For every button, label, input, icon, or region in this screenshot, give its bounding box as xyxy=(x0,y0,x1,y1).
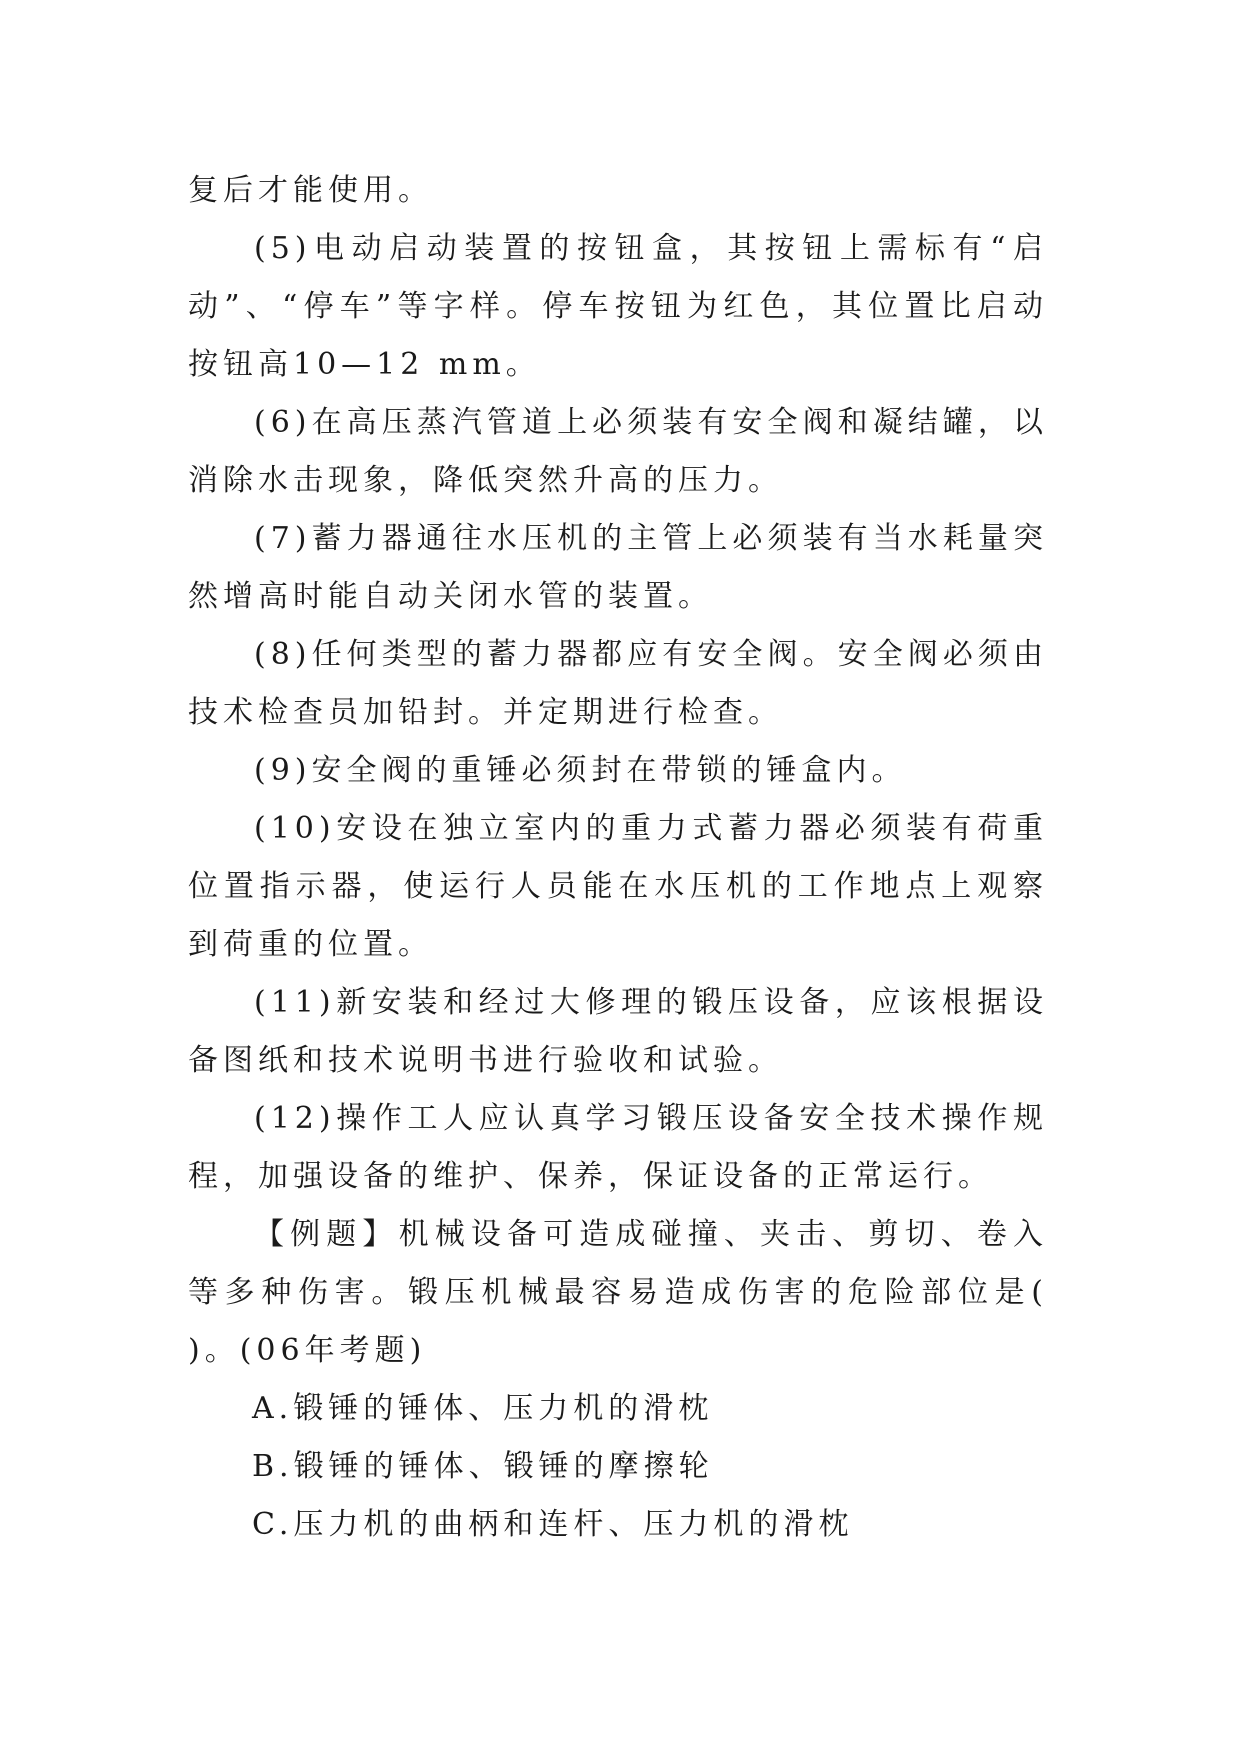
answer-option-b: B.锻锤的锤体、锻锤的摩擦轮 xyxy=(252,1449,714,1484)
paragraph-item-7: (7)蓄力器通往水压机的主管上必须装有当水耗量突然增高时能自动关闭水管的装置。 xyxy=(188,521,1048,614)
paragraph-continuation: 复后才能使用。 xyxy=(188,173,433,208)
paragraph-item-11: (11)新安装和经过大修理的锻压设备，应该根据设备图纸和技术说明书进行验收和试验。 xyxy=(188,985,1048,1078)
example-question: 【例题】机械设备可造成碰撞、夹击、剪切、卷入等多种伤害。锻压机械最容易造成伤害的危险部位是( )。(06年考题) xyxy=(188,1217,1048,1368)
paragraph-item-9: (9)安全阀的重锤必须封在带锁的锤盒内。 xyxy=(254,753,907,788)
paragraph-item-8: (8)任何类型的蓄力器都应有安全阀。安全阀必须由技术检查员加铅封。并定期进行检查。 xyxy=(188,637,1048,730)
answer-option-a: A.锻锤的锤体、压力机的滑枕 xyxy=(252,1391,714,1426)
paragraph-item-5: (5)电动启动装置的按钮盒，其按钮上需标有“启动”、“停车”等字样。停车按钮为红色，其位置比启动按钮高10—12 mm。 xyxy=(188,231,1048,382)
answer-option-c: C.压力机的曲柄和连杆、压力机的滑枕 xyxy=(252,1507,854,1542)
paragraph-item-12: (12)操作工人应认真学习锻压设备安全技术操作规程，加强设备的维护、保养，保证设备的正常运行。 xyxy=(188,1101,1048,1194)
document-body xyxy=(188,162,1048,1554)
paragraph-item-6: (6)在高压蒸汽管道上必须装有安全阀和凝结罐，以消除水击现象，降低突然升高的压力。 xyxy=(188,405,1048,498)
paragraph-item-10: (10)安设在独立室内的重力式蓄力器必须装有荷重位置指示器，使运行人员能在水压机的工作地点上观察到荷重的位置。 xyxy=(188,811,1048,962)
